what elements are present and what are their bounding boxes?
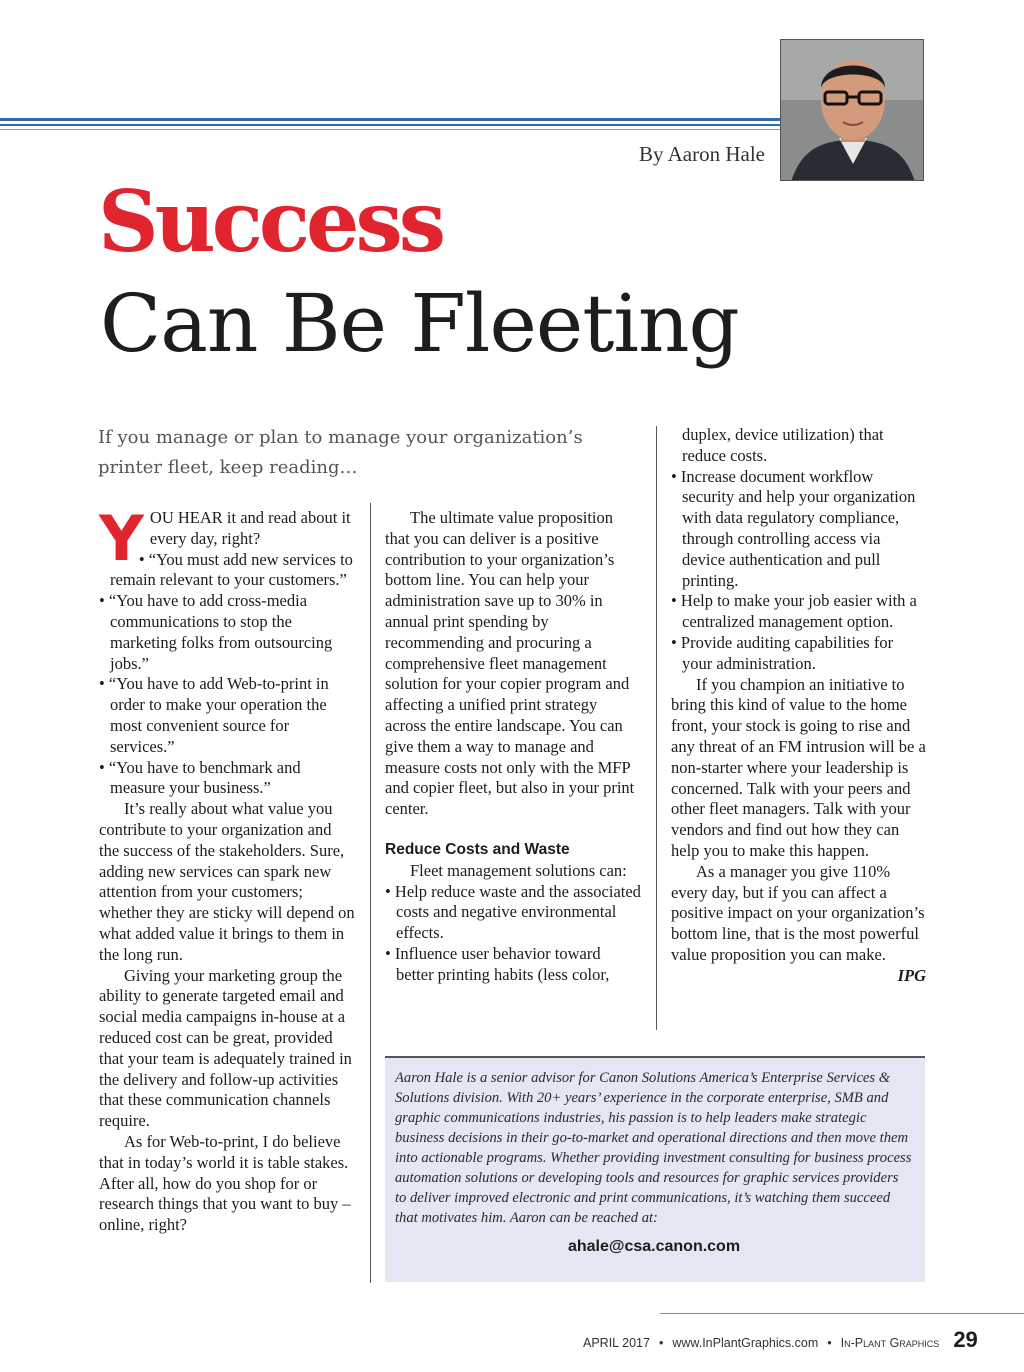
separator: • — [827, 1336, 832, 1350]
separator: • — [658, 1336, 664, 1350]
article-column-2 — [385, 508, 641, 986]
paragraph: Giving your marketing group the ability to generate targeted email and social media campaigns in-house at a reduced cost can be great, provided that your team is adequately trained in the delivery and follow-up activities that these communication channels require. — [99, 965, 352, 1131]
author-email-link[interactable]: ahale@csa.canon.com — [567, 1238, 741, 1255]
paragraph: Fleet management solutions can: — [410, 860, 627, 880]
publication-name: In-Plant Graphics — [840, 1336, 940, 1350]
list-item: • “You have to add cross-media communications to stop the marketing folks from outsourcing jobs.” — [99, 591, 333, 673]
list-item: • Help to make your job easier with a centralized management option. — [671, 591, 917, 632]
list-item: • Help reduce waste and the associated costs and negative environmental effects. — [385, 881, 641, 943]
column-divider — [656, 426, 657, 1030]
list-item: • “You must add new services to remain relevant to your customers.” — [110, 549, 353, 590]
article-column-3 — [671, 425, 926, 987]
end-mark: IPG — [897, 965, 926, 985]
lead-paragraph: OU HEAR it and read about it every day, right? — [149, 508, 351, 548]
paragraph: The ultimate value proposition that you can deliver is a positive contribution to your organization’s bottom line. You can help your administration save up to 30% in annual print spending by recommending and procuring a comprehensive fleet management solution for your copier program and affecting a unified print strategy across the entire landscape. You can give them a way to manage and measure costs not only with the MFP and copier fleet, but also in your print center. — [385, 508, 635, 819]
page-title: Success — [98, 172, 443, 271]
column-divider — [370, 503, 371, 1283]
drop-cap: Y — [99, 502, 144, 575]
paragraph: duplex, device utilization) that reduce costs. — [682, 425, 884, 465]
footer-rule — [660, 1313, 1024, 1314]
page-footer — [583, 1327, 993, 1351]
issue-date: APRIL 2017 — [583, 1336, 650, 1350]
page-subtitle: Can Be Fleeting — [100, 277, 739, 370]
author-bio-box — [385, 1056, 925, 1282]
byline: By Aaron Hale — [639, 142, 765, 166]
paragraph: As a manager you give 110% every day, but if you can affect a positive impact on your organization’s bottom line, that is the most powerful value proposition you can make. — [671, 861, 925, 964]
list-item: • Provide auditing capabilities for your administration. — [671, 632, 894, 673]
header-rule — [0, 118, 780, 121]
article-deck: If you manage or plan to manage your organization’s printer fleet, keep reading… — [98, 427, 583, 478]
article-column-1 — [99, 502, 355, 1236]
paragraph: As for Web-to-print, I do believe that in today’s world it is table stakes. After all, how do you shop for or research things that you want to buy – online, right? — [99, 1131, 351, 1235]
header-rule — [0, 124, 780, 126]
author-bio: Aaron Hale is a senior advisor for Canon Solutions America’s Enterprise Services & Solutions division. With 20+ years’ experience in the corporate enterprise, SMB and graphic communications industries, his passion is to help leaders make strategic business decisions in their go-to-market and operational directions and then move them into actionable programs. Whether providing investment consulting for business process automation solutions or developing tools and resources for graphic services providers to deliver improved electronic and print communications, it’s watching them succeed that motivates him. Aaron can be reached at: — [395, 1070, 912, 1226]
list-item: • Increase document workflow security and help your organization with data regulatory compliance, through controlling access via device authentication and pull printing. — [671, 466, 916, 590]
section-heading: Reduce Costs and Waste — [385, 840, 570, 858]
list-item: • “You have to add Web-to-print in order to make your operation the most convenient source for services.” — [99, 674, 329, 756]
header-rule — [0, 129, 780, 130]
author-photo — [780, 39, 924, 181]
page-number: 29 — [953, 1327, 978, 1352]
list-item: • Influence user behavior toward better printing habits (less color, — [385, 943, 610, 984]
list-item: • “You have to benchmark and measure your business.” — [99, 757, 301, 798]
website-link[interactable]: www.InPlantGraphics.com — [672, 1336, 819, 1350]
paragraph: It’s really about what value you contribute to your organization and the success of the stakeholders. Sure, adding new services can spark new attention from your customers; whether they are sticky will depend on what added value it brings to them in the long run. — [99, 799, 355, 964]
paragraph: If you champion an initiative to bring this kind of value to the home front, your stock is going to rise and any threat of an FM intrusion will be a non-starter where your leadership is concerned. Talk with your peers and other fleet managers. Talk with your vendors and find out how they can help you to make this happen. — [671, 674, 926, 860]
